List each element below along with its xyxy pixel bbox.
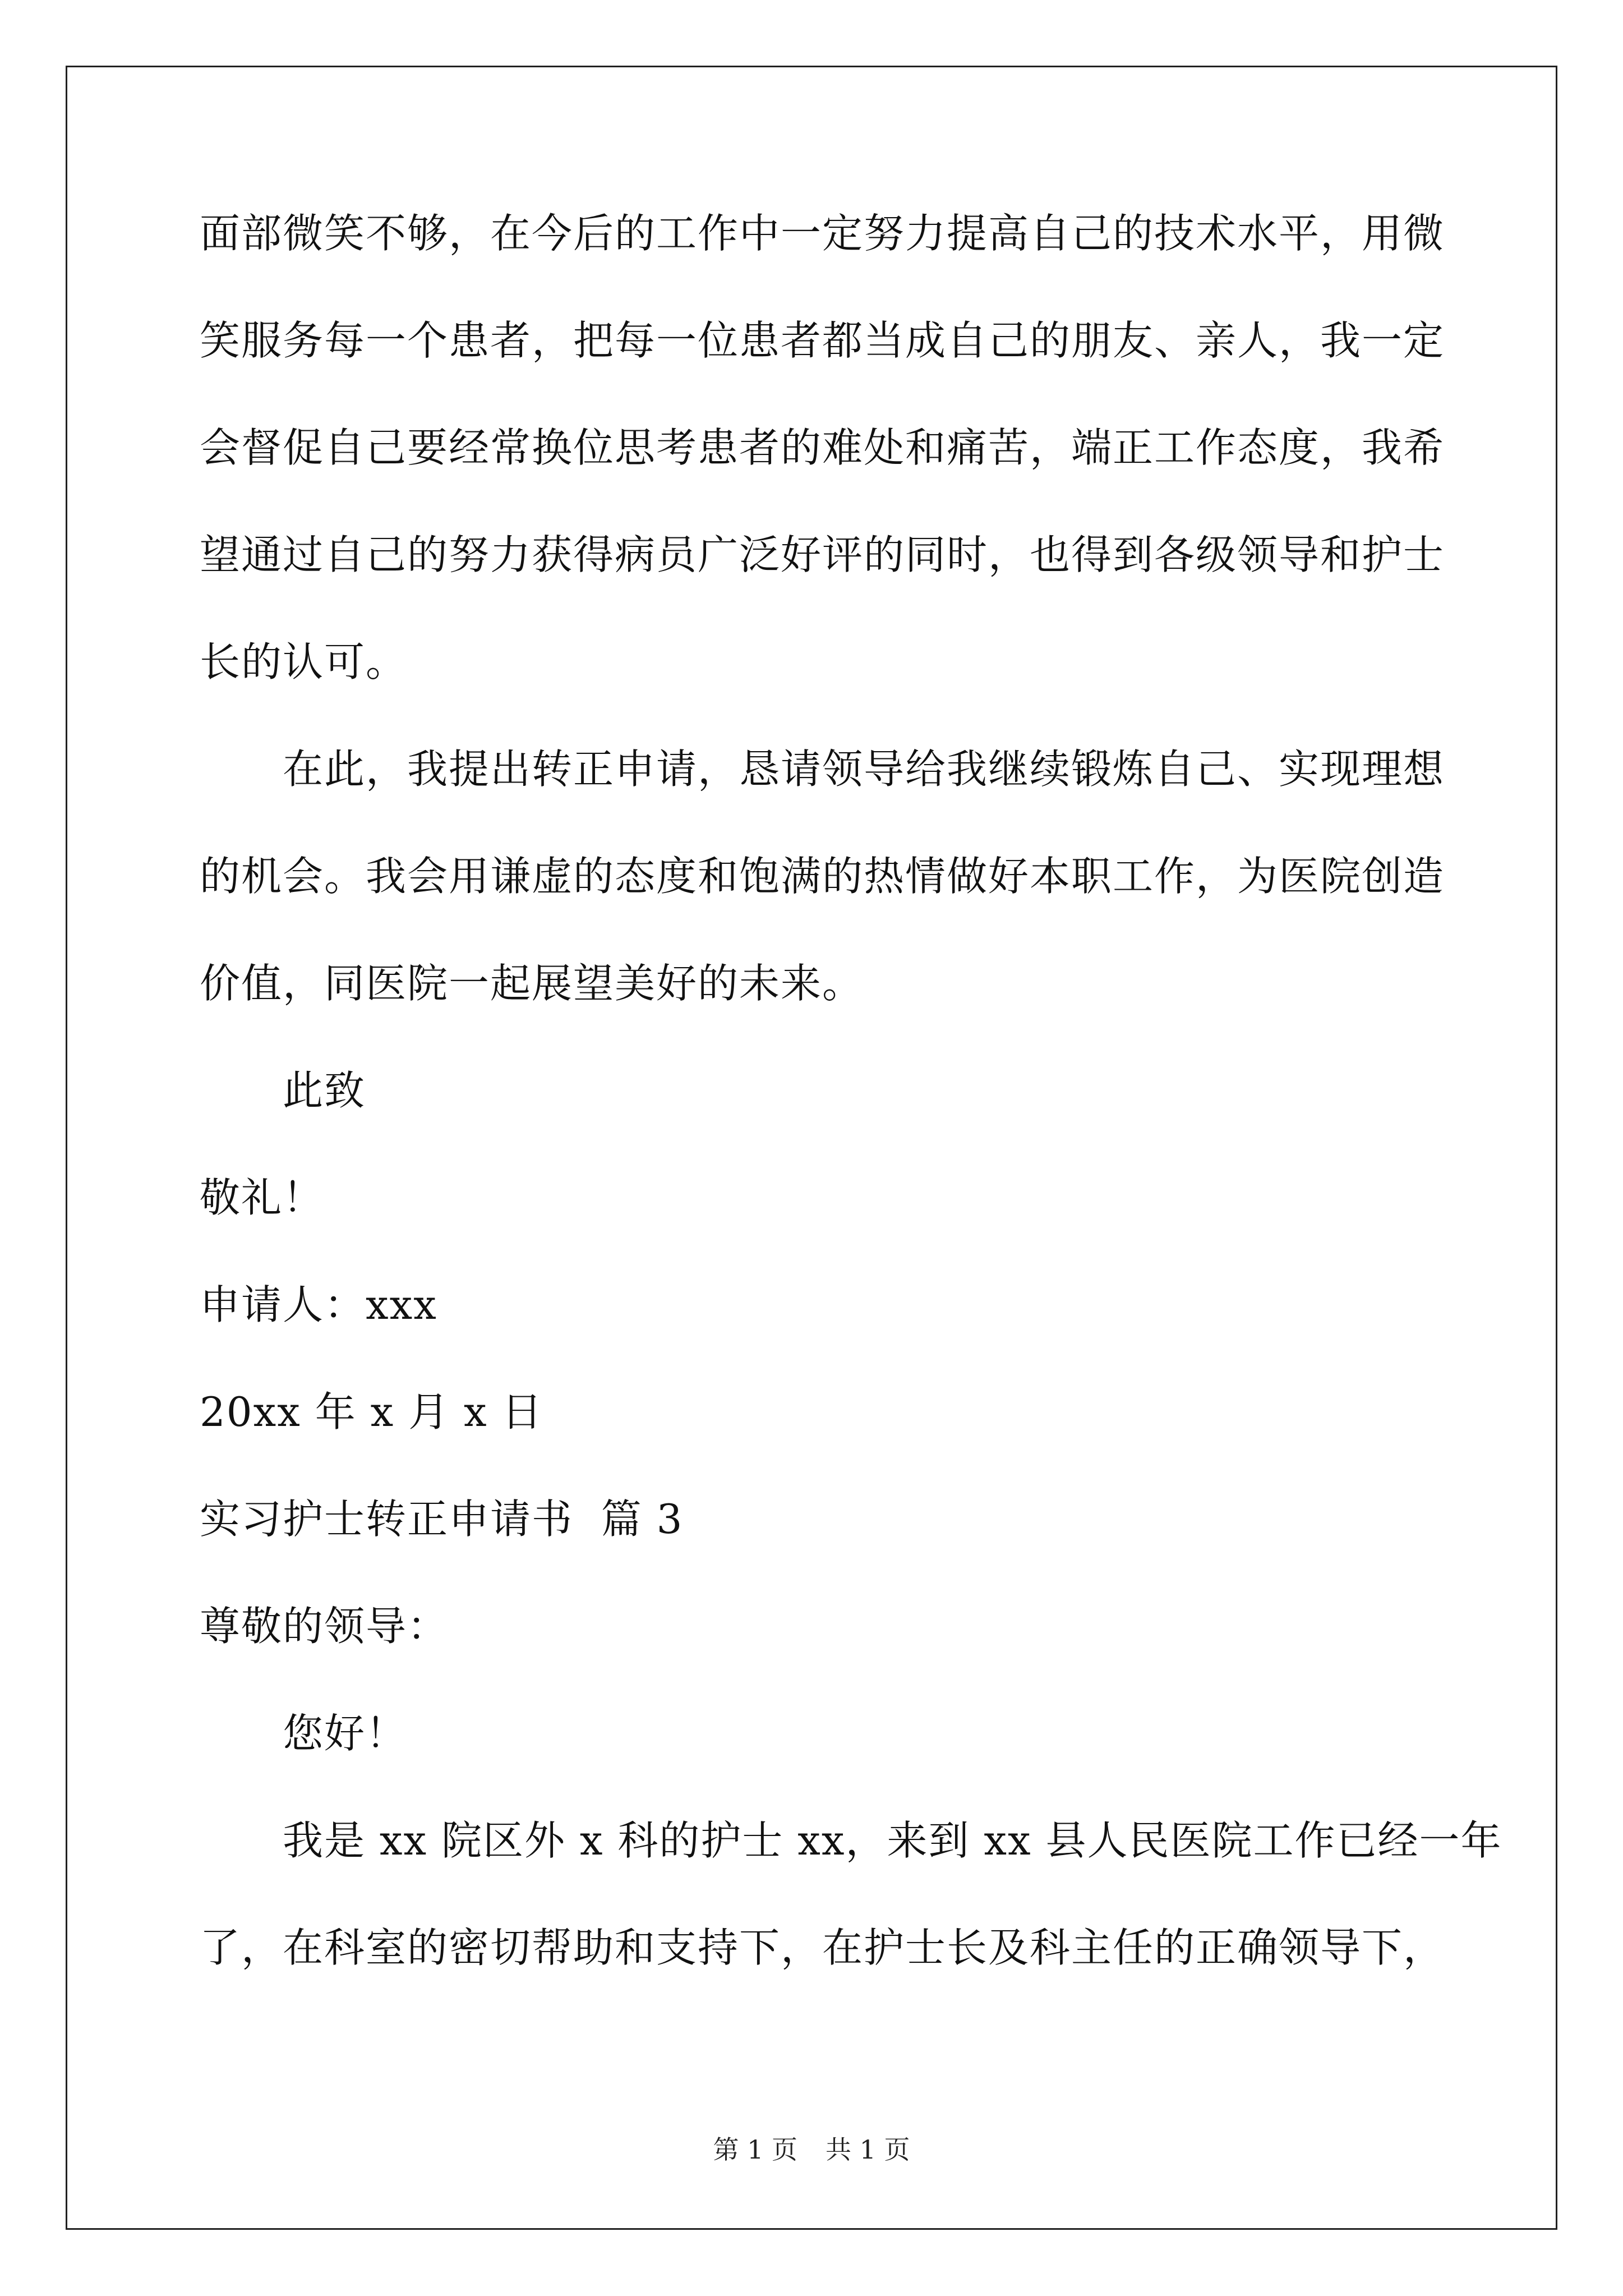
date-line: 20xx 年 x 月 x 日 bbox=[200, 1388, 543, 1435]
greeting-hello: 您好！ bbox=[283, 1710, 408, 1757]
closing-regards: 敬礼！ bbox=[200, 1174, 325, 1221]
page-number: 第 1 页 bbox=[713, 2134, 797, 2165]
text-line: 望通过自己的努力获得病员广泛好评的同时，也得到各级领导和护士 bbox=[200, 531, 1445, 578]
applicant-line: 申请人：xxx bbox=[200, 1281, 437, 1328]
page-total: 共 1 页 bbox=[826, 2134, 910, 2165]
text-line: 的机会。我会用谦虚的态度和饱满的热情做好本职工作，为医院创造 bbox=[200, 853, 1445, 900]
text-line: 会督促自己要经常换位思考患者的难处和痛苦，端正工作态度，我希 bbox=[200, 424, 1445, 471]
text-line: 长的认可。 bbox=[200, 638, 408, 685]
text-line: 价值，同医院一起展望美好的未来。 bbox=[200, 960, 864, 1007]
page-footer bbox=[0, 2133, 1623, 2166]
section-heading: 实习护士转正申请书 篇 3 bbox=[200, 1496, 684, 1543]
text-line: 面部微笑不够，在今后的工作中一定努力提高自己的技术水平，用微 bbox=[200, 210, 1445, 257]
greeting-line: 尊敬的领导： bbox=[200, 1603, 449, 1650]
document-body bbox=[200, 206, 1502, 2028]
text-line: 我是 xx 院区外 x 科的护士 xx，来到 xx 县人民医院工作已经一年 bbox=[283, 1817, 1502, 1864]
text-line: 了，在科室的密切帮助和支持下，在护士长及科主任的正确领导下， bbox=[200, 1924, 1445, 1971]
closing-salutation: 此致 bbox=[283, 1067, 366, 1114]
text-line: 笑服务每一个患者，把每一位患者都当成自己的朋友、亲人，我一定 bbox=[200, 317, 1445, 364]
text-line: 在此，我提出转正申请，恳请领导给我继续锻炼自己、实现理想 bbox=[283, 746, 1445, 793]
